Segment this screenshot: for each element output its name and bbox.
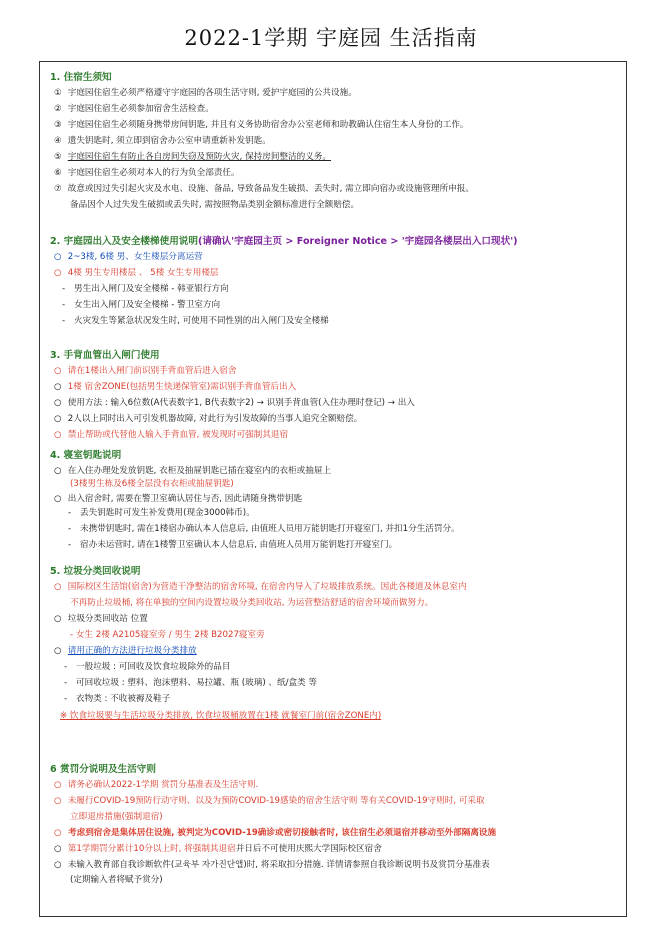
s5-dash-2-text: 可回收垃圾 : 塑料、泡沫塑料、易拉罐、瓶 (玻璃) 、纸/盒类 等 <box>76 678 317 688</box>
s3-line-3-text: 使用方法 : 输入6位数(A代表数字1, B代表数字2) → 识别手背血管(入住办理时登记) → 出入 <box>67 398 415 408</box>
s3-line-4-text: 2人以上同时出入可引发机器故障, 对此行为引发故障的当事人追究全额赔偿。 <box>67 414 363 424</box>
dash-marker: - <box>68 508 72 518</box>
s1-item-6-text: 宇庭园住宿生必须对本人的行为负全部责任。 <box>67 168 240 178</box>
s3-line-2-text: 1楼 宿舍ZONE(包括男生快递保管室)需识别手背血管后出入 <box>67 382 297 392</box>
s2-dash-1-text: 男生出入闸门及安全楼梯 - 韩亚银行方向 <box>74 284 229 294</box>
circle-marker: ○ <box>54 780 62 790</box>
s1-item-6 <box>54 168 240 179</box>
section1-heading: 1. 住宿生须知 <box>50 72 112 83</box>
s5-dash-2 <box>64 678 317 689</box>
s6-line-4-text-a: 第1学期罚分累计10分以上时, 将强制其退宿 <box>67 844 236 854</box>
s4-dash-1-text: 丢失钥匙时可发生补发费用(现金3000韩币)。 <box>80 508 255 518</box>
section2-title: 2. 宇庭园出入及安全楼梯使用说明 <box>50 236 198 247</box>
s1-item-5 <box>54 152 331 163</box>
dash-marker: - <box>68 540 72 550</box>
s2-dash-3 <box>62 316 329 327</box>
section4-heading: 4. 寝室钥匙说明 <box>50 450 122 461</box>
s1-item-1 <box>54 88 357 99</box>
s2-bullet-2-text: 4楼 男生专用楼层 、 5楼 女生专用楼层 <box>67 268 219 278</box>
num-marker: ⑥ <box>54 168 62 178</box>
s3-line-5-text: 禁止帮助或代替他人输入手背血管, 被发现时可强制其退宿 <box>67 430 289 440</box>
circle-marker: ○ <box>54 268 62 278</box>
circle-marker: ○ <box>54 366 62 376</box>
s5-line-2-text: 垃圾分类回收站 位置 <box>67 614 148 624</box>
num-marker: ④ <box>54 136 62 146</box>
s2-dash-3-text: 火灾发生等紧急状况发生时, 可使用不同性别的出入闸门及安全楼梯 <box>74 316 329 326</box>
circle-marker: ○ <box>54 252 62 262</box>
s2-bullet-1-text: 2~3楼, 6楼 男、女生楼层分离运营 <box>67 252 203 262</box>
s5-dash-3-text: 衣物类 : 不收被褥及鞋子 <box>76 694 171 704</box>
s1-item-7-text: 故意或因过失引起火灾及水电、设施、备品, 导致备品发生破损、丢失时, 需立即向宿办或设施管理所申报。 <box>67 184 474 194</box>
s4-dash-2 <box>68 524 460 535</box>
s5-line-3-text: 请用正确的方法进行垃圾分类排放 <box>67 646 197 656</box>
s1-item-1-text: 宇庭园住宿生必须严格遵守宇庭园的各项生活守则, 爱护宇庭园的公共设施。 <box>67 88 357 98</box>
s4-dash-1 <box>68 508 255 519</box>
circle-marker: ○ <box>54 382 62 392</box>
s6-line-1 <box>54 780 258 791</box>
section6-heading: 6 赏罚分说明及生活守则 <box>50 764 156 775</box>
dash-marker: - <box>62 300 66 310</box>
dash-marker: - <box>64 662 68 672</box>
num-marker: ③ <box>54 120 62 130</box>
s1-item-7-cont: 备品因个人过失发生破损或丢失时, 需按照物品类别金额标准进行全额赔偿。 <box>70 200 360 210</box>
circle-marker: ○ <box>54 796 62 806</box>
section3-heading: 3. 手背血管出入闸门使用 <box>50 350 160 361</box>
s5-line-1 <box>54 582 467 593</box>
s3-line-5 <box>54 430 288 441</box>
circle-marker: ○ <box>54 828 62 838</box>
section5-heading: 5. 垃圾分类回收说明 <box>50 566 141 577</box>
page-title: 2022-1学期 宇庭园 生活指南 <box>184 26 478 50</box>
s1-item-2 <box>54 104 214 115</box>
s2-dash-1 <box>62 284 229 295</box>
s6-line-5-cont: (定期输入者将赋予赏分) <box>70 875 163 885</box>
dash-marker: - <box>62 284 66 294</box>
section2-heading <box>50 236 518 247</box>
dash-marker: - <box>64 678 68 688</box>
s1-item-4 <box>54 136 271 147</box>
circle-marker: ○ <box>54 614 62 624</box>
s6-line-3-text: 考虑到宿舍是集体居住设施, 被判定为COVID-19确诊或密切接触者时, 该住宿生必须退宿并移动至外部隔离设施 <box>68 828 497 838</box>
s3-line-1 <box>54 366 236 377</box>
s3-line-2 <box>54 382 296 393</box>
circle-marker: ○ <box>54 398 62 408</box>
s5-line-1-text: 国际校区生活馆(宿舍)为营造干净整洁的宿舍环境, 在宿舍内导入了垃圾排放系统。因此各楼道及休息室内 <box>67 582 467 592</box>
s4-dash-3 <box>68 540 397 551</box>
s5-dash-1-text: 一般垃圾 : 可回收及饮食垃圾除外的品目 <box>76 662 231 672</box>
s2-bullet-2 <box>54 268 219 279</box>
circle-marker: ○ <box>54 466 62 476</box>
s4-dash-3-text: 宿办未运营时, 请在1楼警卫室确认本人信息后, 由值班人员用万能钥匙打开寝室门。 <box>80 540 398 550</box>
s5-warning: ※ 饮食垃圾要与生活垃圾分类排放, 饮食垃圾桶放置在1楼 就餐室门前(宿舍ZONE内) <box>60 711 382 721</box>
s3-line-1-text: 请在1楼出入闸门前识别手背血管后进入宿舍 <box>67 366 237 376</box>
circle-marker: ○ <box>54 646 62 656</box>
s4-line-1-note: (3楼男生栋及6楼全层没有衣柜或抽屉钥匙) <box>70 479 234 489</box>
num-marker: ① <box>54 88 62 98</box>
s1-item-3-text: 宇庭园住宿生必须随身携带房间钥匙, 并且有义务协助宿舍办公室老师和助教确认住宿生本人身份的工作。 <box>67 120 469 130</box>
circle-marker: ○ <box>54 844 62 854</box>
dash-marker: - <box>62 316 66 326</box>
s1-item-4-text: 遗失钥匙时, 须立即到宿舍办公室申请重新补发钥匙。 <box>67 136 271 146</box>
s5-dash-1 <box>64 662 230 673</box>
s5-line-1-cont: 不再防止垃圾桶, 将在单独的空间内设置垃圾分类回收站, 为运营整洁舒适的宿舍环境而做努力。 <box>70 598 434 608</box>
s4-line-1 <box>54 466 331 477</box>
circle-marker: ○ <box>54 414 62 424</box>
s6-line-2 <box>54 796 485 807</box>
s5-location: - 女生 2楼 A2105寝室旁 / 男生 2楼 B2027寝室旁 <box>70 630 265 640</box>
s6-line-4 <box>54 844 382 855</box>
s4-line-2 <box>54 494 302 505</box>
num-marker: ② <box>54 104 62 114</box>
dash-marker: - <box>64 694 68 704</box>
s2-dash-2 <box>62 300 220 311</box>
s6-line-1-text: 请务必确认2022-1学期 赏罚分基准表及生活守则. <box>67 780 259 790</box>
s6-line-3 <box>54 828 496 839</box>
s6-line-5-text: 未输入教育部自我诊断软件(교육부 자가진단앱)时, 将采取扣分措施. 详情请参照自我诊断说明书及赏罚分基准表 <box>67 860 490 870</box>
s3-line-4 <box>54 414 362 425</box>
s2-dash-2-text: 女生出入闸门及安全楼梯 - 警卫室方向 <box>74 300 221 310</box>
s2-bullet-1 <box>54 252 203 263</box>
circle-marker: ○ <box>54 430 62 440</box>
circle-marker: ○ <box>54 494 62 504</box>
dash-marker: - <box>68 524 72 534</box>
s6-line-4-text-b: 并日后不可使用庆熙大学国际校区宿舍 <box>235 844 382 854</box>
s1-item-7 <box>54 184 474 195</box>
circle-marker: ○ <box>54 860 62 870</box>
s1-item-3 <box>54 120 469 131</box>
section2-heading-note: (请确认'宇庭园主页 > Foreigner Notice > '宇庭园各楼层出入口现状') <box>197 236 518 247</box>
s4-line-2-text: 出入宿舍时, 需要在警卫室确认居住与否, 因此请随身携带钥匙 <box>67 494 303 504</box>
s6-line-2-cont: 立即退房措施(强制退宿) <box>70 812 163 822</box>
s4-dash-2-text: 未携带钥匙时, 需在1楼宿办确认本人信息后, 由值班人员用万能钥匙打开寝室门, 并扣1分生活罚分。 <box>80 524 460 534</box>
num-marker: ⑤ <box>54 152 62 162</box>
s5-line-2 <box>54 614 148 625</box>
num-marker: ⑦ <box>54 184 62 194</box>
circle-marker: ○ <box>54 582 62 592</box>
s1-item-5-text: 宇庭园住宿生有防止各自房间失窃及预防火灾, 保持房间整洁的义务。 <box>67 152 332 162</box>
s6-line-5 <box>54 860 490 871</box>
s1-item-2-text: 宇庭园住宿生必须参加宿舍生活检查。 <box>67 104 214 114</box>
s4-line-1-text: 在入住办理处发放钥匙, 衣柜及抽屉钥匙已插在寝室内的衣柜或抽屉上 <box>67 466 332 476</box>
s5-line-3 <box>54 646 197 657</box>
s3-line-3 <box>54 398 415 409</box>
s6-line-2-text: 未履行COVID-19预防行动守则、以及为预防COVID-19感染的宿舍生活守则 等有关COVID-19守则时, 可采取 <box>67 796 485 806</box>
s5-dash-3 <box>64 694 170 705</box>
